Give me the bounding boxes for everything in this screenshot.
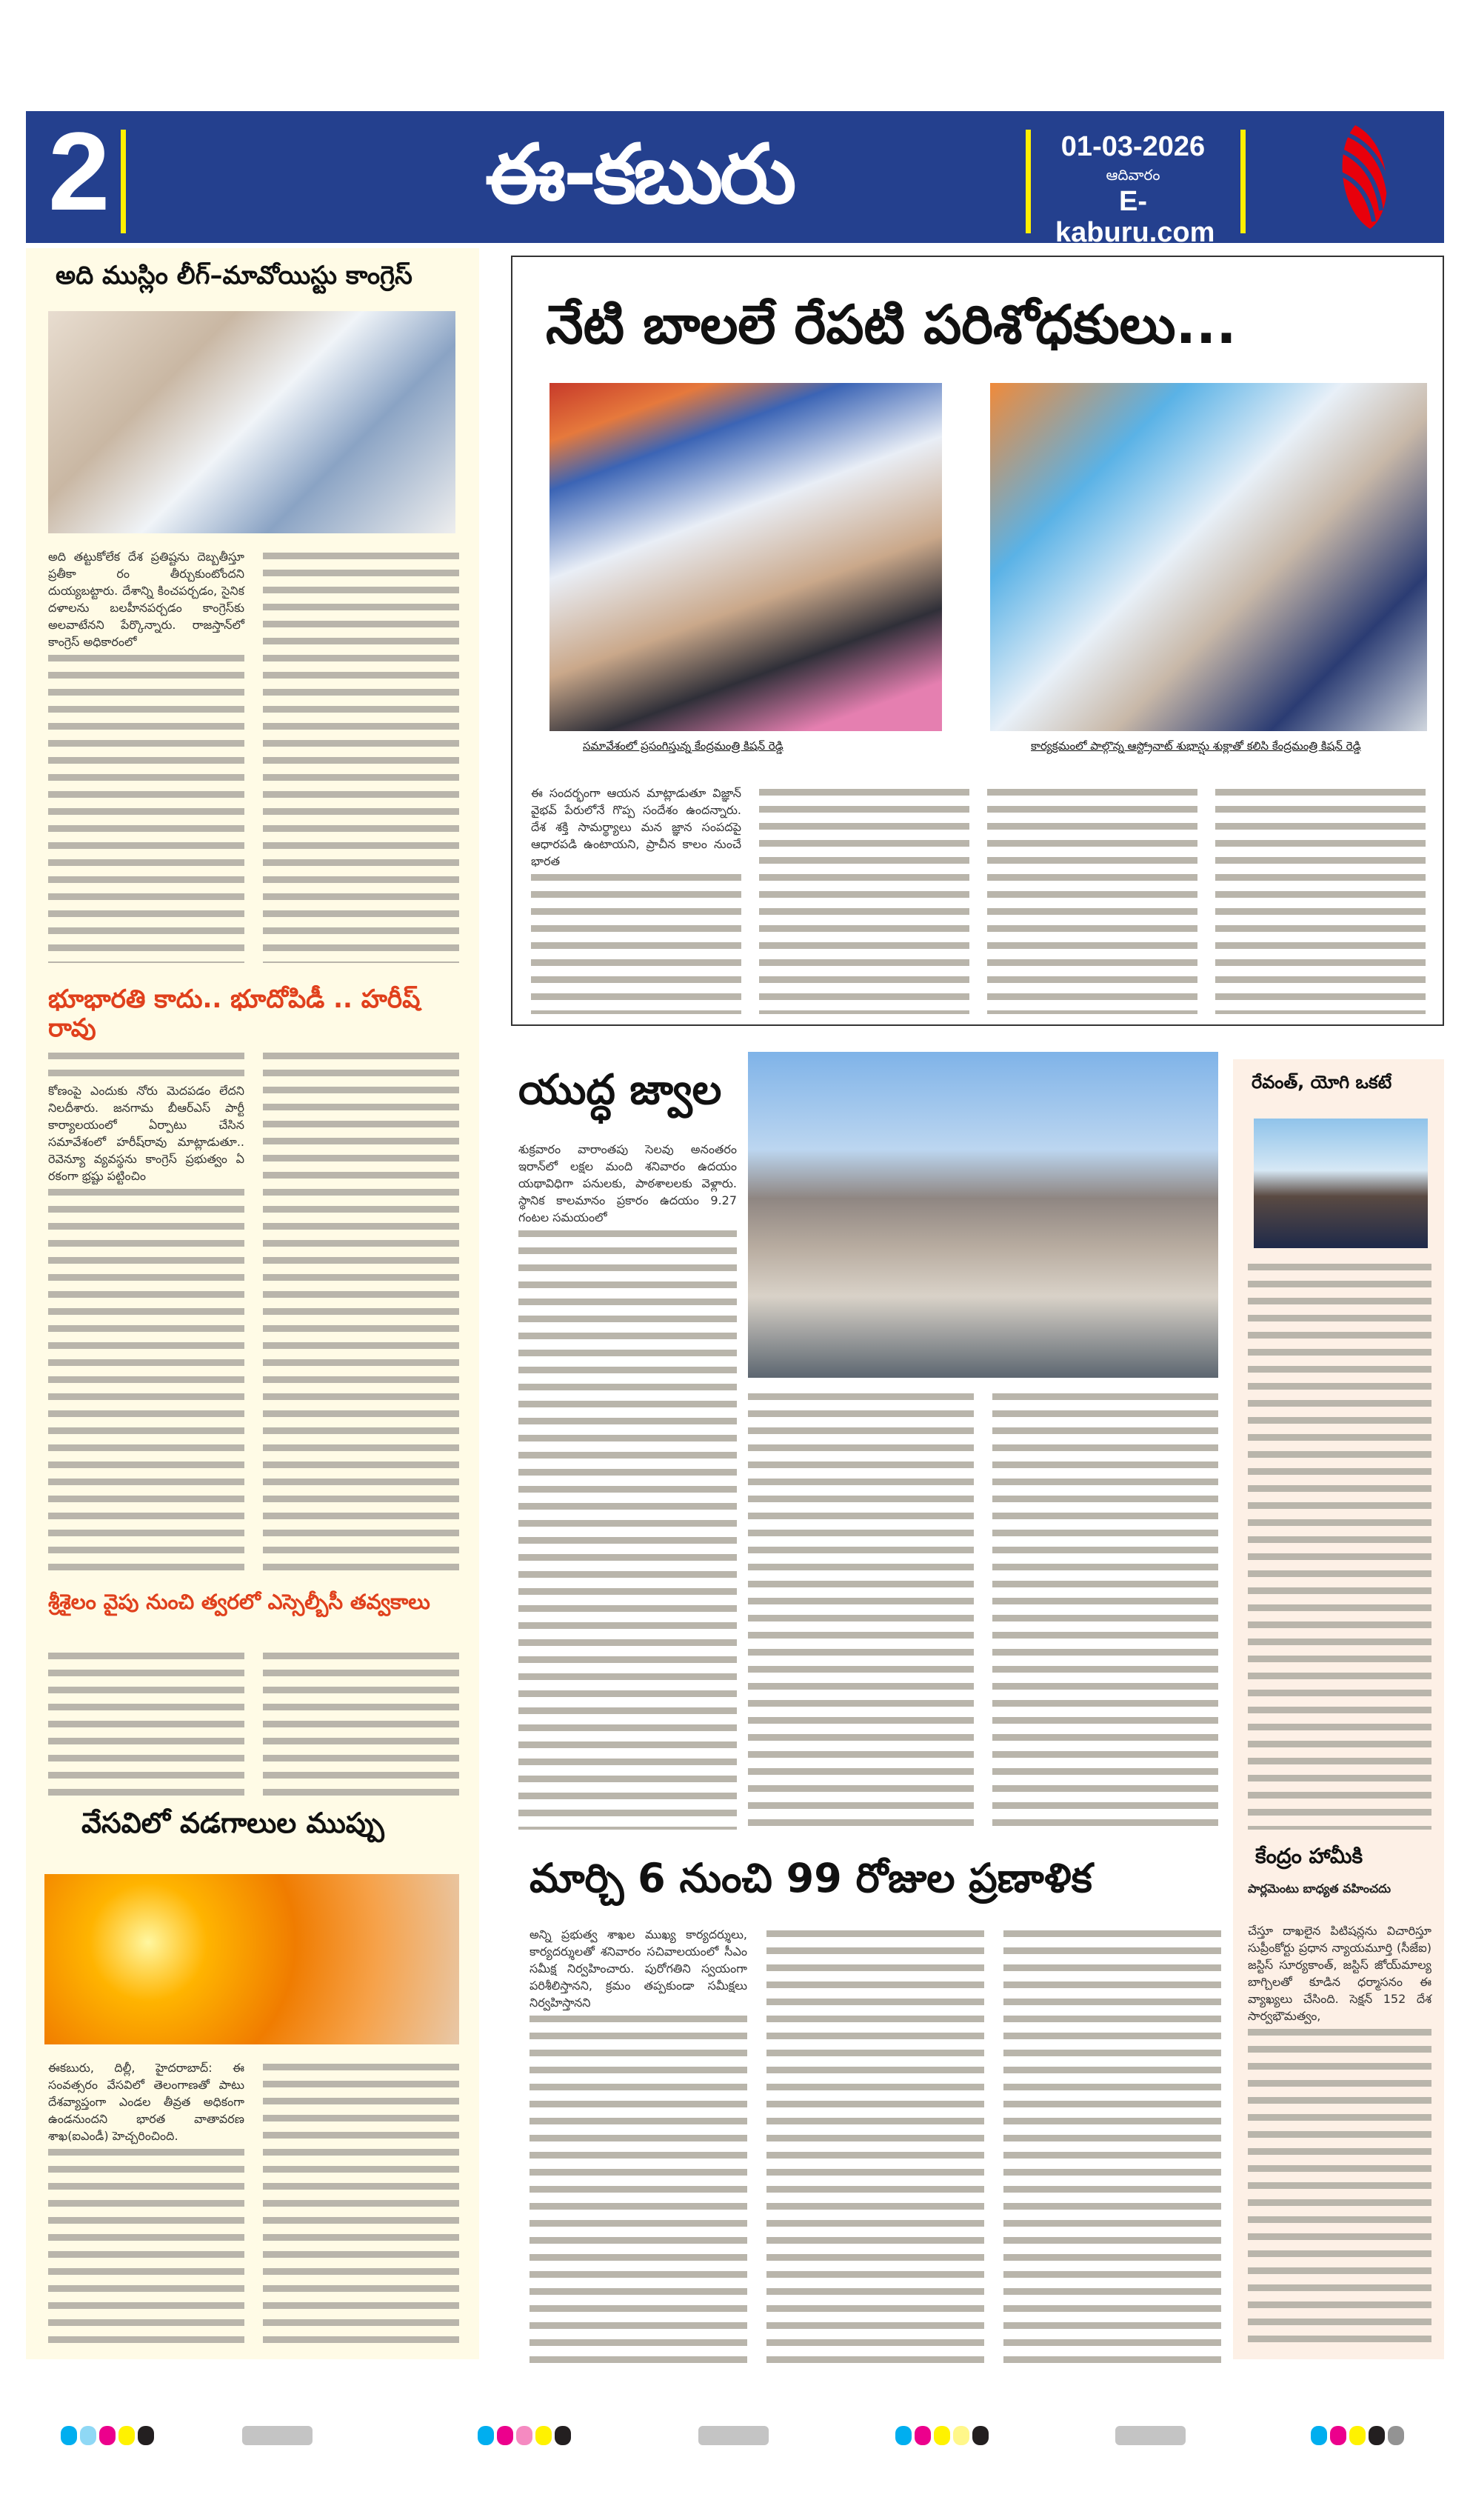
headline: శ్రీశైలం వైపు నుంచి త్వరలో ఎస్సెల్బీసీ తవ్వకాలు — [48, 1590, 430, 1614]
photo-astronaut-shukla — [990, 383, 1427, 731]
article-body-continued — [992, 1389, 1218, 1830]
photo-caption: సమావేశంలో ప్రసంగిస్తున్న కేంద్రమంత్రి కిషన్ రెడ్డి — [583, 739, 784, 753]
logo-icon — [1326, 121, 1400, 233]
article-body-column — [263, 1648, 459, 1796]
headline: వేసవిలో వడగాలుల ముప్పు — [81, 1807, 384, 1839]
article-text: కోణంపై ఎందుకు నోరు మెదపడం లేదని నిలదీశారు. జనగామ బీఆర్ఎస్ పార్టీ కార్యాలయంలో ఏర్పాటు చేసిన సమావేశంలో హరీష్‌రావు మాట్లాడుతూ.. రెవెన్యూ వ్యవస్థను కాంగ్రెస్ ప్రభుత్వం ఏ రకంగా భ్రష్టు పట్టించిం — [48, 1084, 244, 1183]
photo-modi-event — [48, 311, 455, 533]
article-body-column — [263, 2059, 459, 2348]
subheadline: పార్లమెంటు బాధ్యత వహించదు — [1248, 1881, 1391, 1896]
photo-explosion-smoke — [748, 1052, 1218, 1378]
main-story — [511, 256, 1444, 1026]
article-text: ఈకబురు, దిల్లీ, హైదరాబాద్: ఈ సంవత్సరం వేసవిలో తెలంగాణతో పాటు దేశవ్యాప్తంగా ఎండల తీవ్రత అధికంగా ఉండనుందని భారత వాతావరణ శాఖ(ఐఎండీ) హెచ్చరించింది. — [48, 2061, 244, 2143]
main-headline: నేటి బాలలే రేపటి పరిశోధకులు... — [546, 293, 1237, 356]
headline: మార్చి 6 నుంచి 99 రోజుల ప్రణాళిక — [529, 1855, 1092, 1901]
page-number: 2 — [48, 109, 110, 233]
article-body — [48, 2059, 244, 2348]
article-body-column — [987, 784, 1197, 1014]
article-text: శుక్రవారం వారాంతపు సెలవు అనంతరం ఇరాన్‌లో లక్షల మంది శనివారం ఉదయం యథావిధిగా పనులకు, పాఠశాలలకు వెళ్లారు. స్థానిక కాలమానం ప్రకారం ఉదయం 9.27 గంటల సమయంలో — [518, 1142, 737, 1224]
article-text: అది తట్టుకోలేక దేశ ప్రతిష్టను దెబ్బతీస్తూ ప్రతీకా రం తీర్చుకుంటోందని దుయ్యబట్టారు. దేశాన్ని కించపర్చడం, సైనిక దళాలను బలహీనపర్చడం కాంగ్రెస్‌కు అలవాటేనని పేర్కొన్నారు. రాజస్తాన్‌లో కాంగ్రెస్ అధికారంలో — [48, 550, 244, 649]
article-body — [531, 784, 741, 1014]
article-body-column — [766, 1926, 984, 2370]
article-text: ఈ సందర్భంగా ఆయన మాట్లాడుతూ విజ్ఞాన్ వైభవ్ పేరులోనే గొప్ప సందేశం ఉందన్నారు. దేశ శక్తి సామర్థ్యాలు మన జ్ఞాన సంపదపై ఆధారపడి ఉంటాయని, ప్రాచీన కాలం నుంచే భారత — [531, 786, 741, 868]
article-text: అన్ని ప్రభుత్వ శాఖల ముఖ్య కార్యదర్శులు, కార్యదర్శులతో శనివారం సచివాలయంలో సీఎం సమీక్ష నిర్వహించారు. పురోగతిని స్వయంగా పరిశీలిస్తానని, క్రమం తప్పకుండా సమీక్షలు నిర్వహిస్తానని — [529, 1927, 747, 2010]
text-lines — [48, 650, 244, 963]
website-link[interactable]: E-kaburu.com — [1055, 185, 1215, 248]
text-lines — [48, 1184, 244, 1574]
headline: కేంద్రం హామీకి — [1255, 1844, 1363, 1868]
text-lines — [48, 2144, 244, 2348]
weekday: ఆదివారం — [1106, 165, 1160, 184]
article-body — [529, 1926, 747, 2370]
date: 01-03-2026 — [1060, 131, 1206, 162]
text-lines — [518, 1226, 737, 1830]
article-body-column — [759, 784, 969, 1014]
date-block — [1055, 131, 1215, 248]
left-column — [26, 248, 479, 2359]
text-lines — [48, 1048, 244, 1082]
headline: రేవంత్, యోగి ఒకటే — [1252, 1072, 1392, 1093]
headline: యుద్ధ జ్వాల — [518, 1066, 722, 1114]
right-sidebar — [1233, 1059, 1444, 2359]
article-body-column — [263, 548, 459, 963]
article-body-continued — [748, 1389, 974, 1830]
article-body — [48, 548, 244, 963]
divider — [1026, 130, 1031, 233]
article-body — [48, 1048, 244, 1574]
divider — [1240, 130, 1246, 233]
masthead — [26, 109, 1444, 248]
text-lines — [1248, 2024, 1431, 2348]
text-lines — [529, 2011, 747, 2370]
article-body — [1248, 1259, 1431, 1830]
headline: అది ముస్లిం లీగ్–మావోయిస్టు కాంగ్రెస్ — [56, 261, 412, 290]
photo-heatwave — [44, 1874, 459, 2044]
text-lines — [531, 870, 741, 1014]
photo-revanth — [1254, 1119, 1428, 1248]
photo-kishan-reddy-speech — [549, 383, 942, 731]
article-body — [1248, 1922, 1431, 2348]
article-body — [48, 1648, 244, 1796]
article-text: చేస్తూ దాఖలైన పిటిషన్లను విచారిస్తూ సుప్రీంకోర్టు ప్రధాన న్యాయమూర్తి (సీజేఐ) జస్టిస్ సూర్యకాంత్, జస్టిస్ జోయ్‌మాల్య బాగ్చిలతో కూడిన ధర్మాసనం ఈ వ్యాఖ్యలు చేసింది. సెక్షన్ 152 దేశ సార్వభౌమత్వం, — [1248, 1924, 1431, 2023]
divider — [121, 130, 126, 233]
article-body — [518, 1141, 737, 1830]
headline: భూభారతి కాదు.. భూదోపిడీ .. హరీష్ రావు — [48, 984, 421, 1044]
article-body-column — [1215, 784, 1426, 1014]
article-body-column — [263, 1048, 459, 1574]
photo-caption: కార్యక్రమంలో పాల్గొన్న ఆస్ట్రోనాట్ శుభాన్షు శుక్లాతో కలిసి కేంద్రమంత్రి కిషన్ రెడ్డి — [1031, 739, 1361, 753]
brand-title: ఈ-కబురు — [485, 127, 794, 221]
article-body-column — [1003, 1926, 1221, 2370]
